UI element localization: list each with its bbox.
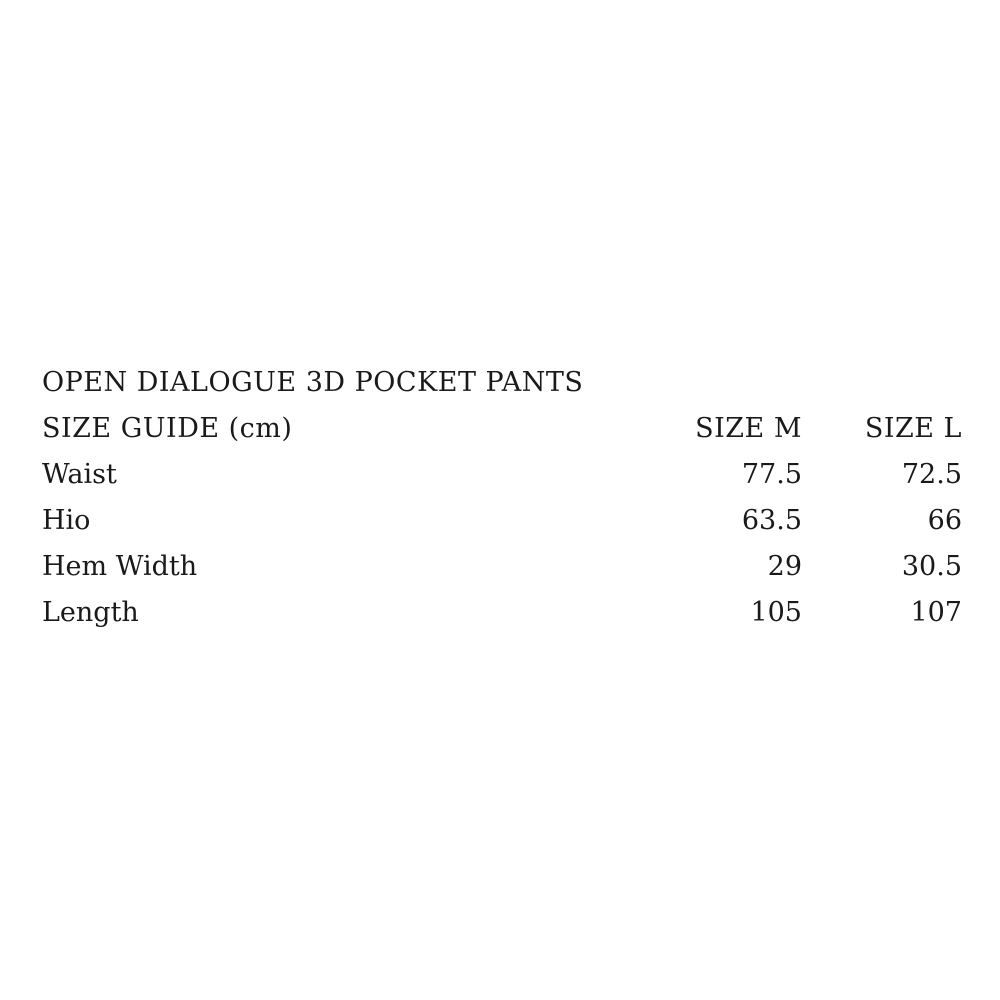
table-header-row [42, 406, 962, 452]
row-hem-width-size-m: 29 [767, 551, 802, 582]
size-guide-table [42, 406, 962, 636]
column-header-size-m: SIZE M [695, 413, 802, 444]
row-label-hio: Hio [42, 505, 91, 536]
product-title: OPEN DIALOGUE 3D POCKET PANTS [42, 367, 584, 398]
size-guide-label: SIZE GUIDE (cm) [42, 413, 293, 444]
row-hem-width-size-l: 30.5 [901, 551, 962, 582]
row-label-length: Length [42, 597, 139, 628]
row-hio-size-l: 66 [927, 505, 962, 536]
row-length-size-l: 107 [910, 597, 962, 628]
row-waist-size-m: 77.5 [741, 459, 802, 490]
row-label-waist: Waist [42, 459, 117, 490]
row-length-size-m: 105 [750, 597, 802, 628]
table-row [42, 498, 962, 544]
row-waist-size-l: 72.5 [901, 459, 962, 490]
column-header-size-l: SIZE L [864, 413, 962, 444]
table-row [42, 590, 962, 636]
row-hio-size-m: 63.5 [741, 505, 802, 536]
size-guide-block [42, 360, 962, 636]
table-row [42, 452, 962, 498]
table-row [42, 544, 962, 590]
row-label-hem-width: Hem Width [42, 551, 198, 582]
